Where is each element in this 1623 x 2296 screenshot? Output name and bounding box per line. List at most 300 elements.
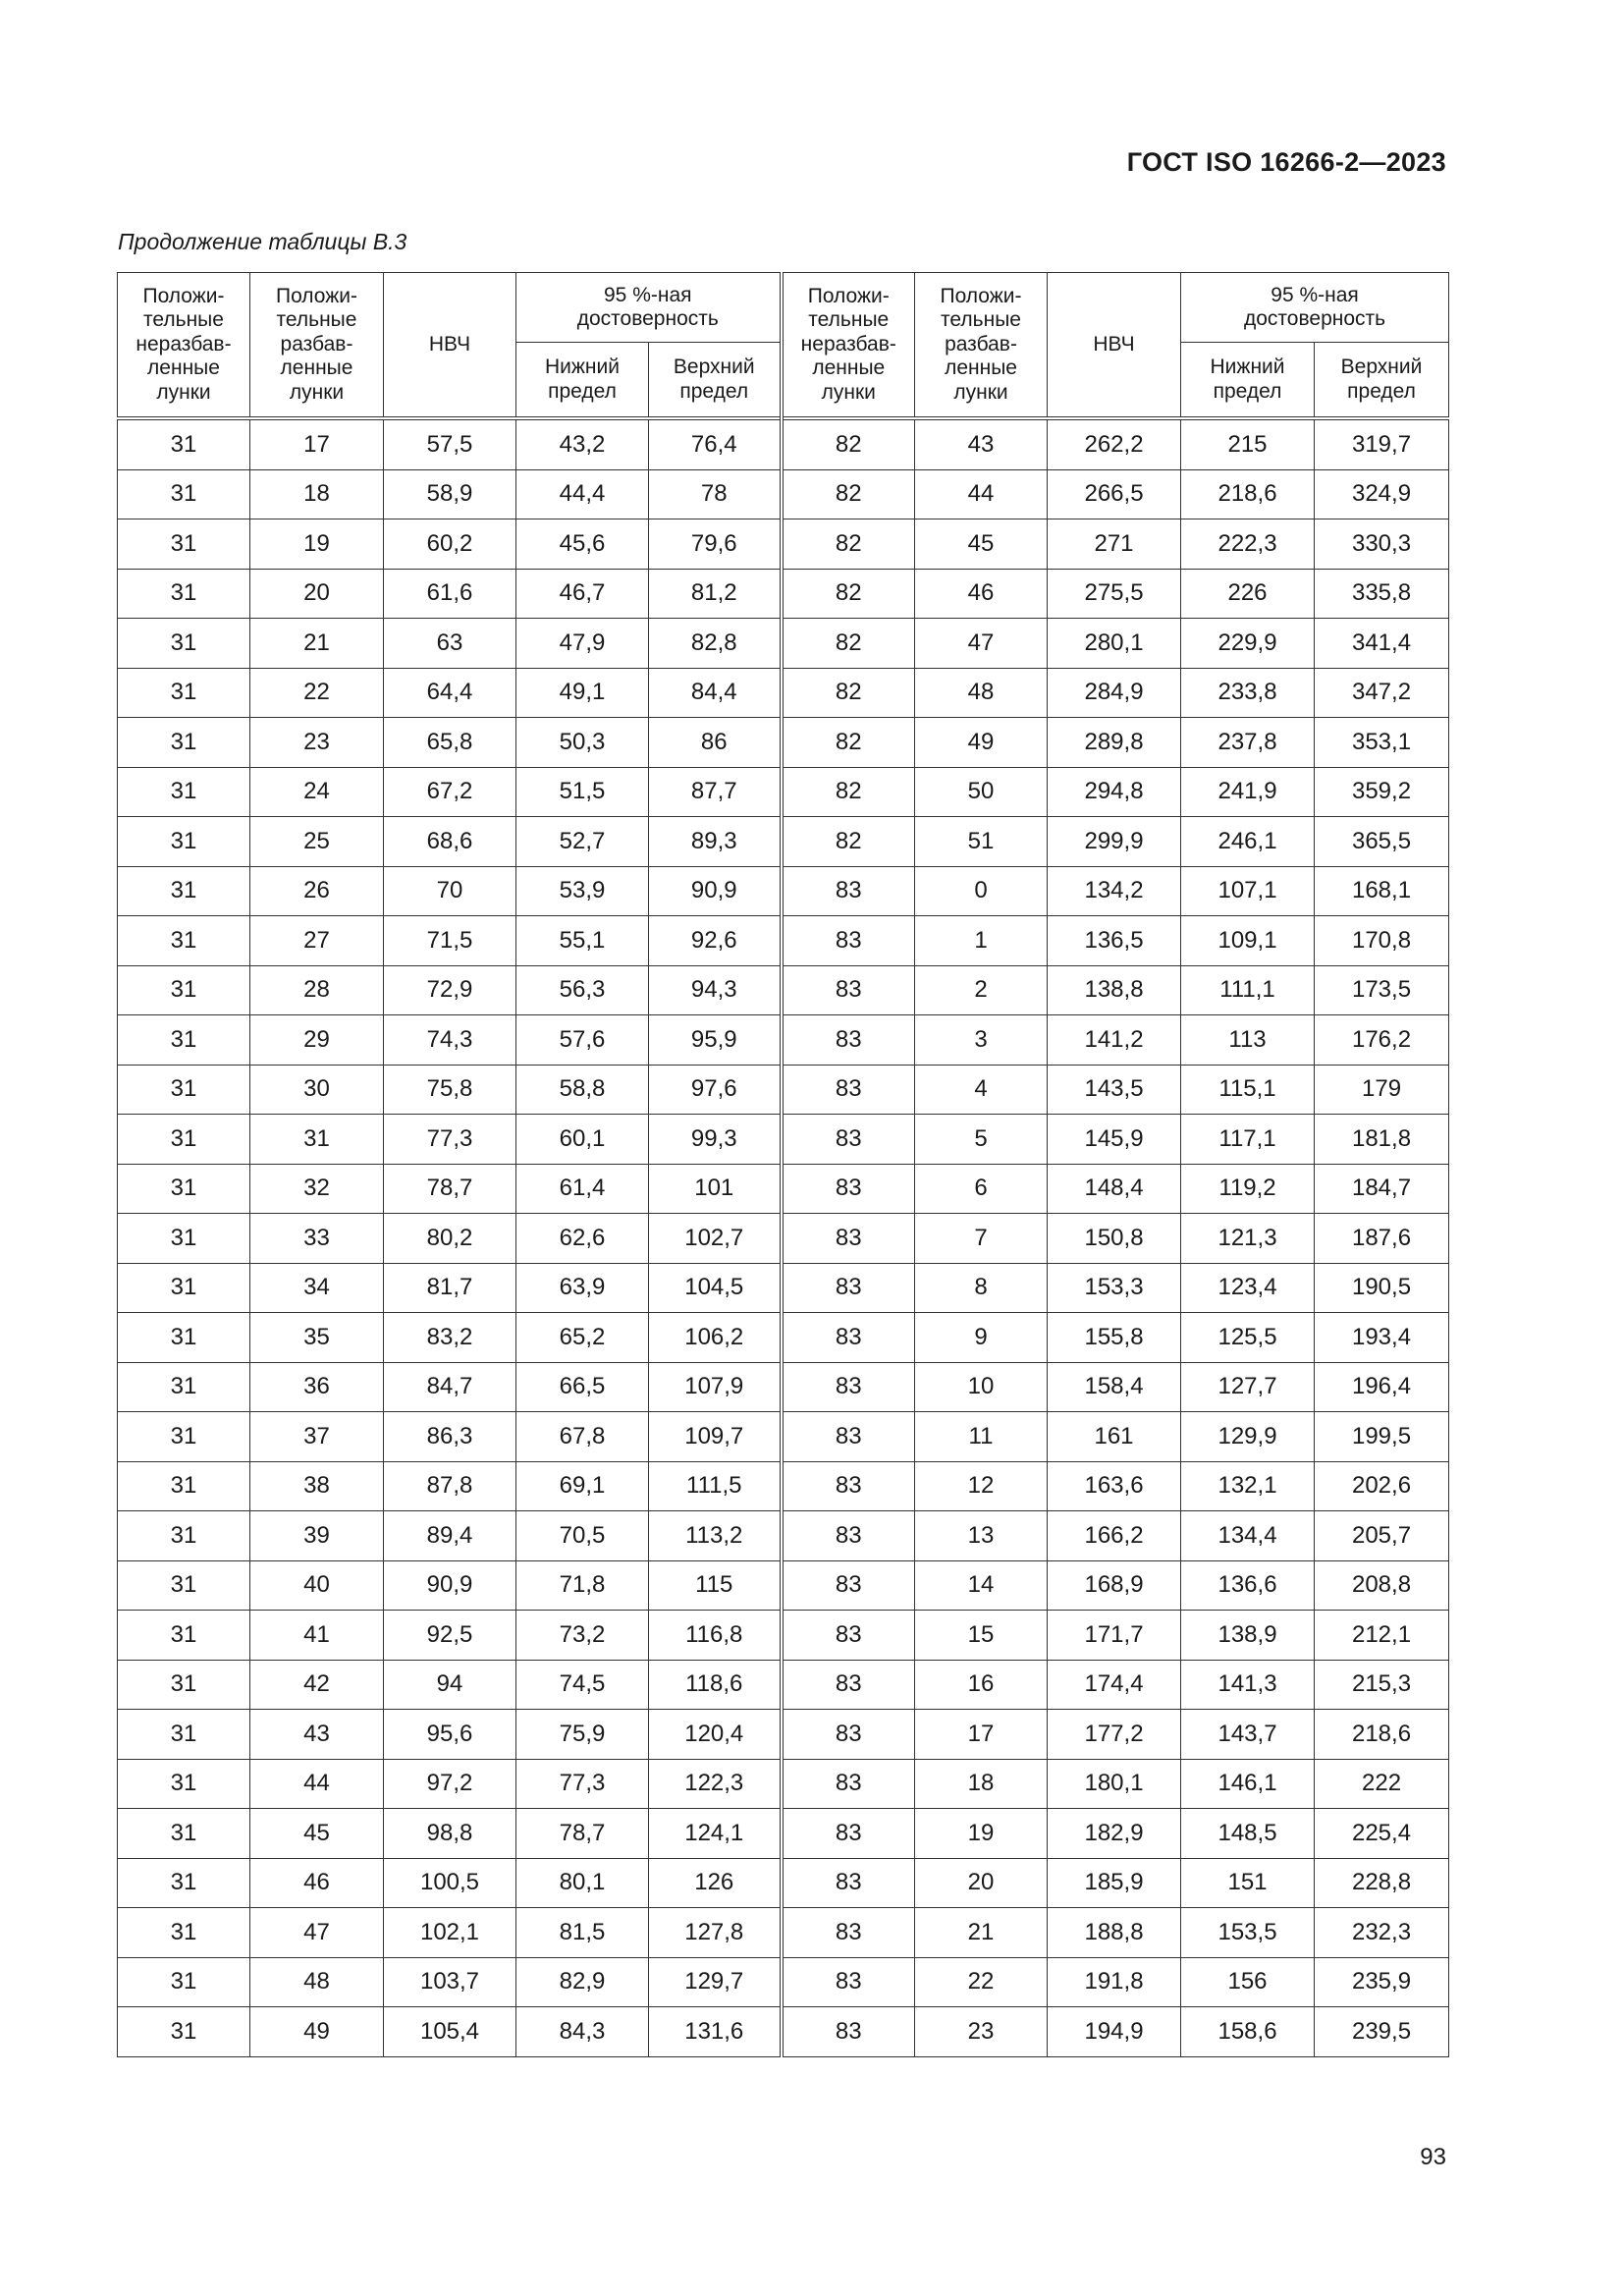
- cell-mpn: 185,9: [1048, 1858, 1181, 1908]
- cell-pos-undiluted: 31: [118, 1710, 250, 1760]
- cell-upper-limit: 222: [1315, 1759, 1449, 1809]
- cell-mpn: 280,1: [1048, 619, 1181, 669]
- header-confidence: 95 %-ная достоверность: [516, 273, 782, 343]
- mpn-table: [117, 272, 1449, 2057]
- cell-lower-limit: 151: [1181, 1858, 1315, 1908]
- table-row: [118, 1015, 1449, 1066]
- cell-pos-diluted: 20: [250, 569, 384, 619]
- cell-mpn: 60,2: [384, 519, 516, 570]
- cell-mpn: 87,8: [384, 1461, 516, 1511]
- cell-pos-diluted: 38: [250, 1461, 384, 1511]
- cell-upper-limit: 365,5: [1315, 817, 1449, 867]
- cell-mpn: 81,7: [384, 1263, 516, 1313]
- cell-mpn: 163,6: [1048, 1461, 1181, 1511]
- cell-pos-undiluted: 31: [118, 1164, 250, 1214]
- cell-mpn: 103,7: [384, 1957, 516, 2007]
- cell-upper-limit: 184,7: [1315, 1164, 1449, 1214]
- cell-lower-limit: 107,1: [1181, 866, 1315, 916]
- cell-mpn: 64,4: [384, 668, 516, 718]
- table-row: [118, 519, 1449, 570]
- cell-mpn: 63: [384, 619, 516, 669]
- cell-pos-diluted: 17: [250, 418, 384, 469]
- cell-upper-limit: 347,2: [1315, 668, 1449, 718]
- cell-pos-undiluted: 31: [118, 965, 250, 1015]
- cell-lower-limit: 134,4: [1181, 1511, 1315, 1561]
- cell-mpn: 150,8: [1048, 1214, 1181, 1264]
- cell-pos-undiluted: 83: [782, 1660, 915, 1710]
- cell-lower-limit: 43,2: [516, 418, 649, 469]
- cell-upper-limit: 228,8: [1315, 1858, 1449, 1908]
- cell-lower-limit: 77,3: [516, 1759, 649, 1809]
- cell-mpn: 95,6: [384, 1710, 516, 1760]
- cell-mpn: 158,4: [1048, 1362, 1181, 1412]
- cell-lower-limit: 65,2: [516, 1313, 649, 1363]
- cell-lower-limit: 84,3: [516, 2007, 649, 2057]
- cell-pos-diluted: 2: [915, 965, 1048, 1015]
- cell-lower-limit: 123,4: [1181, 1263, 1315, 1313]
- table-row: [118, 817, 1449, 867]
- cell-pos-undiluted: 31: [118, 1115, 250, 1165]
- cell-pos-diluted: 35: [250, 1313, 384, 1363]
- cell-pos-undiluted: 83: [782, 965, 915, 1015]
- cell-pos-diluted: 48: [915, 668, 1048, 718]
- cell-upper-limit: 127,8: [649, 1908, 782, 1958]
- cell-mpn: 155,8: [1048, 1313, 1181, 1363]
- cell-pos-undiluted: 31: [118, 1263, 250, 1313]
- cell-pos-diluted: 5: [915, 1115, 1048, 1165]
- cell-pos-undiluted: 83: [782, 1710, 915, 1760]
- header-pos-diluted: Положи- тельные разбав- ленные лунки: [250, 273, 384, 419]
- cell-pos-undiluted: 31: [118, 2007, 250, 2057]
- cell-upper-limit: 78: [649, 469, 782, 519]
- cell-lower-limit: 229,9: [1181, 619, 1315, 669]
- cell-pos-undiluted: 31: [118, 1313, 250, 1363]
- cell-pos-diluted: 17: [915, 1710, 1048, 1760]
- cell-pos-undiluted: 83: [782, 2007, 915, 2057]
- cell-lower-limit: 117,1: [1181, 1115, 1315, 1165]
- document-code: ГОСТ ISO 16266-2—2023: [1126, 147, 1446, 177]
- cell-pos-undiluted: 31: [118, 619, 250, 669]
- cell-lower-limit: 62,6: [516, 1214, 649, 1264]
- cell-mpn: 92,5: [384, 1611, 516, 1661]
- cell-pos-undiluted: 31: [118, 569, 250, 619]
- cell-upper-limit: 120,4: [649, 1710, 782, 1760]
- cell-upper-limit: 79,6: [649, 519, 782, 570]
- cell-lower-limit: 69,1: [516, 1461, 649, 1511]
- cell-mpn: 177,2: [1048, 1710, 1181, 1760]
- cell-mpn: 299,9: [1048, 817, 1181, 867]
- cell-lower-limit: 233,8: [1181, 668, 1315, 718]
- table-caption: Продолжение таблицы В.3: [118, 229, 407, 254]
- cell-pos-undiluted: 83: [782, 1362, 915, 1412]
- cell-lower-limit: 222,3: [1181, 519, 1315, 570]
- cell-pos-diluted: 37: [250, 1412, 384, 1462]
- cell-pos-undiluted: 31: [118, 916, 250, 966]
- cell-pos-diluted: 46: [250, 1858, 384, 1908]
- cell-lower-limit: 58,8: [516, 1065, 649, 1115]
- cell-pos-diluted: 26: [250, 866, 384, 916]
- cell-upper-limit: 92,6: [649, 916, 782, 966]
- cell-pos-diluted: 9: [915, 1313, 1048, 1363]
- header-pos-undiluted: Положи- тельные неразбав- ленные лунки: [118, 273, 250, 419]
- cell-upper-limit: 190,5: [1315, 1263, 1449, 1313]
- cell-upper-limit: 193,4: [1315, 1313, 1449, 1363]
- cell-pos-undiluted: 31: [118, 519, 250, 570]
- cell-mpn: 180,1: [1048, 1759, 1181, 1809]
- cell-upper-limit: 235,9: [1315, 1957, 1449, 2007]
- table-row: [118, 767, 1449, 817]
- cell-mpn: 188,8: [1048, 1908, 1181, 1958]
- cell-mpn: 138,8: [1048, 965, 1181, 1015]
- cell-pos-diluted: 23: [250, 718, 384, 768]
- cell-upper-limit: 87,7: [649, 767, 782, 817]
- cell-mpn: 83,2: [384, 1313, 516, 1363]
- cell-pos-undiluted: 83: [782, 1759, 915, 1809]
- cell-upper-limit: 239,5: [1315, 2007, 1449, 2057]
- cell-upper-limit: 107,9: [649, 1362, 782, 1412]
- cell-lower-limit: 47,9: [516, 619, 649, 669]
- cell-pos-diluted: 16: [915, 1660, 1048, 1710]
- cell-lower-limit: 148,5: [1181, 1809, 1315, 1859]
- cell-upper-limit: 353,1: [1315, 718, 1449, 768]
- cell-pos-undiluted: 83: [782, 1611, 915, 1661]
- table-row: [118, 1115, 1449, 1165]
- cell-lower-limit: 246,1: [1181, 817, 1315, 867]
- cell-pos-diluted: 12: [915, 1461, 1048, 1511]
- cell-upper-limit: 208,8: [1315, 1560, 1449, 1611]
- table-row: [118, 569, 1449, 619]
- cell-pos-diluted: 48: [250, 1957, 384, 2007]
- cell-mpn: 65,8: [384, 718, 516, 768]
- cell-upper-limit: 76,4: [649, 418, 782, 469]
- cell-upper-limit: 330,3: [1315, 519, 1449, 570]
- cell-lower-limit: 44,4: [516, 469, 649, 519]
- cell-lower-limit: 46,7: [516, 569, 649, 619]
- cell-upper-limit: 129,7: [649, 1957, 782, 2007]
- cell-upper-limit: 81,2: [649, 569, 782, 619]
- table-row: [118, 1461, 1449, 1511]
- cell-lower-limit: 57,6: [516, 1015, 649, 1066]
- cell-mpn: 105,4: [384, 2007, 516, 2057]
- cell-mpn: 289,8: [1048, 718, 1181, 768]
- table-row: [118, 1759, 1449, 1809]
- cell-mpn: 71,5: [384, 916, 516, 966]
- header-confidence-2: 95 %-ная достоверность: [1181, 273, 1449, 343]
- cell-pos-undiluted: 83: [782, 1511, 915, 1561]
- cell-pos-diluted: 24: [250, 767, 384, 817]
- cell-pos-undiluted: 31: [118, 817, 250, 867]
- cell-pos-diluted: 44: [915, 469, 1048, 519]
- cell-pos-undiluted: 31: [118, 1015, 250, 1066]
- cell-mpn: 262,2: [1048, 418, 1181, 469]
- cell-upper-limit: 199,5: [1315, 1412, 1449, 1462]
- cell-pos-diluted: 21: [250, 619, 384, 669]
- cell-lower-limit: 67,8: [516, 1412, 649, 1462]
- cell-pos-undiluted: 82: [782, 418, 915, 469]
- cell-pos-undiluted: 83: [782, 1214, 915, 1264]
- cell-pos-diluted: 47: [250, 1908, 384, 1958]
- cell-lower-limit: 129,9: [1181, 1412, 1315, 1462]
- cell-lower-limit: 71,8: [516, 1560, 649, 1611]
- table-row: [118, 1611, 1449, 1661]
- cell-lower-limit: 51,5: [516, 767, 649, 817]
- cell-mpn: 68,6: [384, 817, 516, 867]
- cell-pos-diluted: 51: [915, 817, 1048, 867]
- cell-pos-undiluted: 31: [118, 1759, 250, 1809]
- cell-pos-diluted: 8: [915, 1263, 1048, 1313]
- cell-lower-limit: 52,7: [516, 817, 649, 867]
- cell-upper-limit: 319,7: [1315, 418, 1449, 469]
- cell-upper-limit: 335,8: [1315, 569, 1449, 619]
- cell-upper-limit: 359,2: [1315, 767, 1449, 817]
- table-row: [118, 1263, 1449, 1313]
- cell-mpn: 143,5: [1048, 1065, 1181, 1115]
- cell-mpn: 182,9: [1048, 1809, 1181, 1859]
- cell-upper-limit: 115: [649, 1560, 782, 1611]
- table-row: [118, 1660, 1449, 1710]
- cell-pos-diluted: 45: [250, 1809, 384, 1859]
- cell-lower-limit: 153,5: [1181, 1908, 1315, 1958]
- cell-lower-limit: 74,5: [516, 1660, 649, 1710]
- header-mpn: НВЧ: [384, 273, 516, 419]
- table-row: [118, 866, 1449, 916]
- cell-upper-limit: 113,2: [649, 1511, 782, 1561]
- cell-pos-diluted: 30: [250, 1065, 384, 1115]
- cell-pos-undiluted: 31: [118, 1412, 250, 1462]
- cell-pos-undiluted: 83: [782, 1015, 915, 1066]
- cell-pos-undiluted: 31: [118, 1362, 250, 1412]
- table-row: [118, 1560, 1449, 1611]
- cell-mpn: 166,2: [1048, 1511, 1181, 1561]
- table-row: [118, 1412, 1449, 1462]
- cell-pos-undiluted: 83: [782, 1164, 915, 1214]
- header-lower-2: Нижний предел: [1181, 343, 1315, 419]
- cell-pos-diluted: 46: [915, 569, 1048, 619]
- cell-mpn: 168,9: [1048, 1560, 1181, 1611]
- cell-lower-limit: 241,9: [1181, 767, 1315, 817]
- table-row: [118, 1957, 1449, 2007]
- table-row: [118, 1065, 1449, 1115]
- table-row: [118, 668, 1449, 718]
- cell-mpn: 161: [1048, 1412, 1181, 1462]
- cell-pos-undiluted: 31: [118, 469, 250, 519]
- cell-pos-diluted: 18: [915, 1759, 1048, 1809]
- cell-mpn: 98,8: [384, 1809, 516, 1859]
- cell-pos-undiluted: 82: [782, 817, 915, 867]
- cell-upper-limit: 215,3: [1315, 1660, 1449, 1710]
- cell-pos-undiluted: 83: [782, 1065, 915, 1115]
- cell-pos-diluted: 28: [250, 965, 384, 1015]
- cell-lower-limit: 66,5: [516, 1362, 649, 1412]
- header-pos-diluted-2: Положи- тельные разбав- ленные лунки: [915, 273, 1048, 419]
- table-row: [118, 1164, 1449, 1214]
- cell-pos-undiluted: 83: [782, 916, 915, 966]
- cell-mpn: 70: [384, 866, 516, 916]
- cell-mpn: 90,9: [384, 1560, 516, 1611]
- cell-upper-limit: 131,6: [649, 2007, 782, 2057]
- cell-lower-limit: 138,9: [1181, 1611, 1315, 1661]
- cell-pos-undiluted: 31: [118, 1809, 250, 1859]
- cell-pos-diluted: 21: [915, 1908, 1048, 1958]
- cell-lower-limit: 226: [1181, 569, 1315, 619]
- cell-pos-undiluted: 31: [118, 668, 250, 718]
- table-row: [118, 916, 1449, 966]
- table-body: [118, 418, 1449, 2056]
- cell-upper-limit: 99,3: [649, 1115, 782, 1165]
- cell-mpn: 84,7: [384, 1362, 516, 1412]
- cell-pos-undiluted: 82: [782, 668, 915, 718]
- cell-pos-diluted: 40: [250, 1560, 384, 1611]
- cell-pos-diluted: 3: [915, 1015, 1048, 1066]
- cell-pos-diluted: 42: [250, 1660, 384, 1710]
- cell-pos-diluted: 23: [915, 2007, 1048, 2057]
- cell-pos-undiluted: 83: [782, 866, 915, 916]
- cell-pos-undiluted: 31: [118, 718, 250, 768]
- table-row: [118, 469, 1449, 519]
- cell-pos-undiluted: 31: [118, 767, 250, 817]
- cell-mpn: 141,2: [1048, 1015, 1181, 1066]
- header-pos-undiluted-2: Положи- тельные неразбав- ленные лунки: [782, 273, 915, 419]
- cell-mpn: 67,2: [384, 767, 516, 817]
- cell-upper-limit: 181,8: [1315, 1115, 1449, 1165]
- cell-pos-undiluted: 31: [118, 1908, 250, 1958]
- cell-upper-limit: 97,6: [649, 1065, 782, 1115]
- header-lower: Нижний предел: [516, 343, 649, 419]
- cell-mpn: 74,3: [384, 1015, 516, 1066]
- cell-lower-limit: 113: [1181, 1015, 1315, 1066]
- cell-pos-undiluted: 31: [118, 1858, 250, 1908]
- cell-mpn: 194,9: [1048, 2007, 1181, 2057]
- cell-mpn: 171,7: [1048, 1611, 1181, 1661]
- cell-pos-diluted: 7: [915, 1214, 1048, 1264]
- cell-upper-limit: 94,3: [649, 965, 782, 1015]
- table-row: [118, 1362, 1449, 1412]
- cell-pos-undiluted: 31: [118, 1660, 250, 1710]
- cell-pos-diluted: 45: [915, 519, 1048, 570]
- cell-pos-undiluted: 31: [118, 1214, 250, 1264]
- cell-upper-limit: 122,3: [649, 1759, 782, 1809]
- cell-mpn: 153,3: [1048, 1263, 1181, 1313]
- cell-lower-limit: 63,9: [516, 1263, 649, 1313]
- cell-lower-limit: 53,9: [516, 866, 649, 916]
- cell-pos-undiluted: 83: [782, 1908, 915, 1958]
- cell-lower-limit: 73,2: [516, 1611, 649, 1661]
- cell-pos-undiluted: 82: [782, 619, 915, 669]
- cell-pos-diluted: 50: [915, 767, 1048, 817]
- cell-pos-diluted: 18: [250, 469, 384, 519]
- cell-pos-undiluted: 31: [118, 1511, 250, 1561]
- cell-upper-limit: 101: [649, 1164, 782, 1214]
- cell-lower-limit: 215: [1181, 418, 1315, 469]
- cell-pos-diluted: 13: [915, 1511, 1048, 1561]
- cell-upper-limit: 126: [649, 1858, 782, 1908]
- cell-mpn: 94: [384, 1660, 516, 1710]
- cell-lower-limit: 80,1: [516, 1858, 649, 1908]
- cell-pos-undiluted: 82: [782, 767, 915, 817]
- cell-lower-limit: 237,8: [1181, 718, 1315, 768]
- cell-mpn: 275,5: [1048, 569, 1181, 619]
- cell-pos-undiluted: 83: [782, 1560, 915, 1611]
- page-number: 93: [1420, 2144, 1446, 2170]
- cell-lower-limit: 111,1: [1181, 965, 1315, 1015]
- cell-upper-limit: 324,9: [1315, 469, 1449, 519]
- cell-lower-limit: 82,9: [516, 1957, 649, 2007]
- cell-lower-limit: 61,4: [516, 1164, 649, 1214]
- table-row: [118, 1858, 1449, 1908]
- cell-pos-diluted: 31: [250, 1115, 384, 1165]
- cell-mpn: 266,5: [1048, 469, 1181, 519]
- cell-lower-limit: 49,1: [516, 668, 649, 718]
- table-row: [118, 418, 1449, 469]
- cell-mpn: 284,9: [1048, 668, 1181, 718]
- cell-upper-limit: 187,6: [1315, 1214, 1449, 1264]
- cell-pos-diluted: 44: [250, 1759, 384, 1809]
- cell-pos-diluted: 4: [915, 1065, 1048, 1115]
- cell-pos-undiluted: 83: [782, 1263, 915, 1313]
- cell-pos-undiluted: 31: [118, 866, 250, 916]
- cell-pos-undiluted: 31: [118, 1611, 250, 1661]
- cell-pos-diluted: 6: [915, 1164, 1048, 1214]
- cell-upper-limit: 218,6: [1315, 1710, 1449, 1760]
- cell-mpn: 145,9: [1048, 1115, 1181, 1165]
- cell-upper-limit: 179: [1315, 1065, 1449, 1115]
- cell-mpn: 191,8: [1048, 1957, 1181, 2007]
- cell-mpn: 78,7: [384, 1164, 516, 1214]
- cell-mpn: 80,2: [384, 1214, 516, 1264]
- cell-pos-diluted: 41: [250, 1611, 384, 1661]
- cell-pos-diluted: 19: [250, 519, 384, 570]
- table-row: [118, 1313, 1449, 1363]
- cell-mpn: 102,1: [384, 1908, 516, 1958]
- cell-pos-undiluted: 31: [118, 1560, 250, 1611]
- cell-lower-limit: 158,6: [1181, 2007, 1315, 2057]
- cell-pos-diluted: 22: [250, 668, 384, 718]
- cell-upper-limit: 225,4: [1315, 1809, 1449, 1859]
- cell-upper-limit: 170,8: [1315, 916, 1449, 966]
- cell-pos-diluted: 25: [250, 817, 384, 867]
- cell-mpn: 86,3: [384, 1412, 516, 1462]
- cell-mpn: 271: [1048, 519, 1181, 570]
- cell-lower-limit: 81,5: [516, 1908, 649, 1958]
- table-row: [118, 2007, 1449, 2057]
- header-mpn-2: НВЧ: [1048, 273, 1181, 419]
- cell-upper-limit: 116,8: [649, 1611, 782, 1661]
- cell-mpn: 97,2: [384, 1759, 516, 1809]
- cell-upper-limit: 212,1: [1315, 1611, 1449, 1661]
- cell-lower-limit: 136,6: [1181, 1560, 1315, 1611]
- cell-pos-diluted: 22: [915, 1957, 1048, 2007]
- cell-pos-diluted: 43: [250, 1710, 384, 1760]
- cell-lower-limit: 78,7: [516, 1809, 649, 1859]
- cell-lower-limit: 45,6: [516, 519, 649, 570]
- cell-lower-limit: 70,5: [516, 1511, 649, 1561]
- cell-lower-limit: 75,9: [516, 1710, 649, 1760]
- cell-upper-limit: 95,9: [649, 1015, 782, 1066]
- cell-mpn: 61,6: [384, 569, 516, 619]
- cell-mpn: 294,8: [1048, 767, 1181, 817]
- cell-lower-limit: 109,1: [1181, 916, 1315, 966]
- cell-upper-limit: 341,4: [1315, 619, 1449, 669]
- cell-lower-limit: 143,7: [1181, 1710, 1315, 1760]
- cell-pos-diluted: 34: [250, 1263, 384, 1313]
- cell-pos-undiluted: 82: [782, 469, 915, 519]
- cell-lower-limit: 55,1: [516, 916, 649, 966]
- cell-pos-diluted: 27: [250, 916, 384, 966]
- cell-mpn: 57,5: [384, 418, 516, 469]
- cell-lower-limit: 141,3: [1181, 1660, 1315, 1710]
- cell-pos-undiluted: 83: [782, 1115, 915, 1165]
- cell-pos-diluted: 1: [915, 916, 1048, 966]
